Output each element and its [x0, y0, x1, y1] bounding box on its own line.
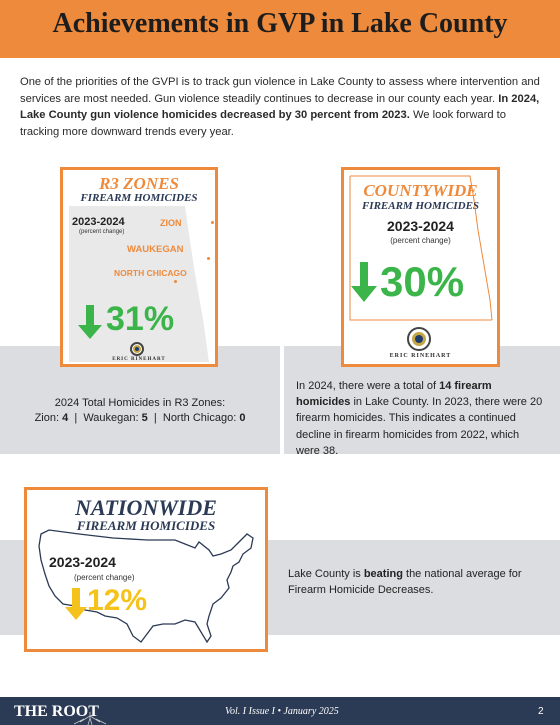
page-title: Achievements in GVP in Lake County	[52, 8, 508, 39]
waukegan-marker	[207, 257, 210, 260]
down-arrow-icon	[65, 588, 87, 620]
nation-card-subtitle: FIREARM HOMICIDES	[76, 518, 216, 533]
nation-description	[288, 566, 528, 598]
r3-card-note: (percent change)	[79, 229, 125, 235]
north-chicago-label: North Chicago:	[162, 412, 237, 424]
intro-paragraph	[20, 74, 540, 140]
nation-text-bold: beating	[363, 568, 403, 580]
county-card-subtitle: FIREARM HOMICIDES	[361, 200, 480, 212]
r3-card-title: R3 ZONES	[99, 174, 179, 193]
county-card-title: COUNTYWIDE	[363, 181, 478, 200]
countywide-card	[341, 167, 500, 367]
page-number: 2	[538, 706, 544, 717]
place-waukegan: WAUKEGAN	[127, 244, 184, 255]
nation-text-a: Lake County is	[288, 568, 364, 580]
intro-text-b: We look forward to tracking more downward trends every year.	[20, 109, 507, 138]
north-chicago-value: 0	[239, 412, 246, 424]
nation-card-percent: 12%	[87, 584, 148, 617]
r3-totals-heading: 2024 Total Homicides in R3 Zones:	[54, 397, 226, 409]
county-card-note: (percent change)	[390, 236, 451, 245]
r3-card-percent: 31%	[106, 300, 175, 338]
nation-text-b: the national average for Firearm Homicide Decreases.	[288, 568, 522, 597]
county-text-bold: 14 firearm homicides	[296, 380, 492, 409]
seal-icon	[407, 327, 431, 351]
place-north-chicago: NORTH CHICAGO	[114, 268, 187, 278]
county-description	[296, 378, 546, 459]
separator: |	[74, 412, 78, 424]
county-card-years: 2023-2024	[387, 218, 454, 234]
footer-issue: Vol. I Issue I • January 2025	[225, 706, 339, 717]
seal-name: ERIC RINEHART	[389, 353, 452, 359]
zion-marker	[211, 221, 214, 224]
place-zion: ZION	[160, 218, 182, 228]
r3-card-years: 2023-2024	[72, 216, 125, 228]
nationwide-card	[24, 487, 268, 652]
county-card-percent: 30%	[380, 258, 465, 305]
county-text-b: in Lake County. In 2023, there were 20 firearm homicides. This indicates a continued decline in firearm homicides from 2022, which were 38.	[296, 396, 543, 457]
seal-name: ERIC RINEHART	[112, 357, 166, 362]
north-chicago-marker	[174, 280, 177, 283]
usa-map-outline	[35, 520, 261, 648]
zion-value: 4	[62, 412, 69, 424]
county-text-a: In 2024, there were a total of	[296, 380, 440, 392]
nation-card-note: (percent change)	[74, 573, 135, 582]
r3-zones-card	[60, 167, 218, 367]
waukegan-label: Waukegan:	[83, 412, 139, 424]
r3-totals-list	[0, 412, 280, 424]
down-arrow-icon	[77, 305, 103, 339]
waukegan-value: 5	[141, 412, 148, 424]
lake-county-map-outline	[67, 204, 212, 364]
r3-card-subtitle: FIREARM HOMICIDES	[80, 192, 198, 204]
nation-card-title: NATIONWIDE	[75, 495, 217, 520]
intro-text-bold: In 2024, Lake County gun violence homicides decreased by 30 percent from 2023.	[20, 92, 540, 122]
seal-icon	[130, 342, 144, 356]
separator: |	[153, 412, 157, 424]
zion-label: Zion:	[34, 412, 60, 424]
intro-text-a: One of the priorities of the GVPI is to track gun violence in Lake County to assess where intervention and services are most needed. Gun violence steadily continues to decrease in our county each year.	[20, 76, 540, 105]
down-arrow-icon	[350, 262, 378, 302]
nation-card-years: 2023-2024	[49, 554, 116, 570]
footer-brand: THE ROOT	[14, 703, 99, 720]
